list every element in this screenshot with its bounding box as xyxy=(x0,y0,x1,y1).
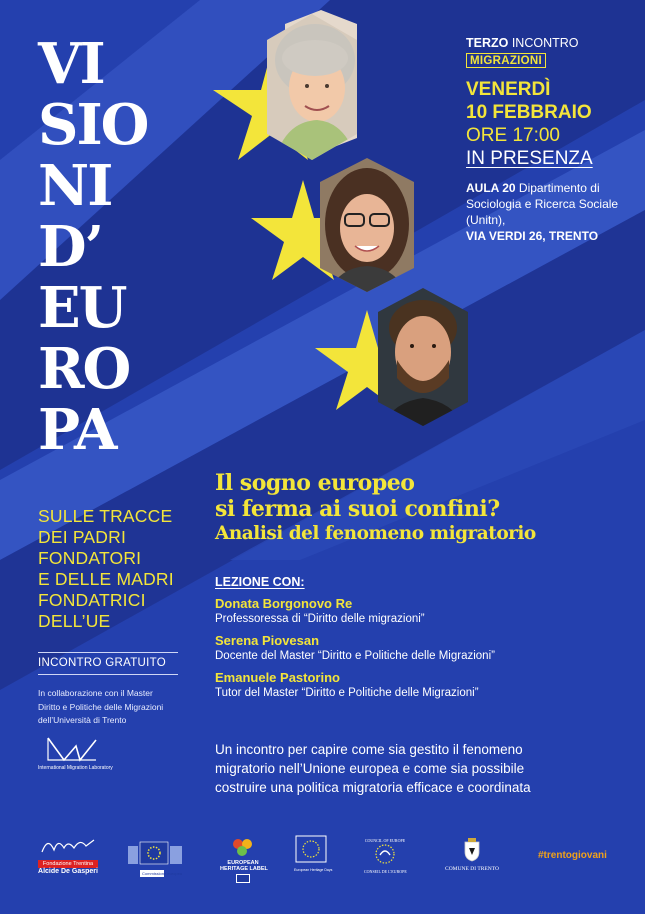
speaker xyxy=(215,595,495,626)
event-date: 10 FEBBRAIO xyxy=(466,102,592,123)
description xyxy=(215,740,531,797)
heritage-days-label: European Heritage Days xyxy=(294,868,333,872)
heritage-flower-icon xyxy=(220,836,266,856)
speaker-role: Tutor del Master “Diritto e Politiche delle Migrazioni” xyxy=(215,687,479,699)
event-info xyxy=(466,36,626,244)
speaker-role: Docente del Master “Diritto e Politiche delle Migrazioni” xyxy=(215,650,495,662)
degasperi-logo xyxy=(38,834,98,884)
headline xyxy=(215,470,536,546)
title-line: PA xyxy=(38,397,116,463)
topic-badge: MIGRAZIONI xyxy=(466,53,546,68)
council-of-europe-logo xyxy=(364,838,406,878)
degasperi-name: Alcide De Gasperi xyxy=(38,868,98,875)
comune-trento-logo xyxy=(440,838,504,878)
subtitle-line: FONDATRICI xyxy=(38,590,146,610)
headline-line: si ferma ai suoi confini? xyxy=(215,496,500,522)
portrait-emanuele xyxy=(370,280,480,430)
degasperi-top: Fondazione Trentina xyxy=(38,860,98,868)
coe-circle-icon xyxy=(372,843,398,865)
portraits-group xyxy=(195,10,465,440)
portrait-donata xyxy=(255,10,373,170)
coat-of-arms-icon xyxy=(462,838,482,862)
migration-lab-logo xyxy=(42,734,102,766)
collab-line: In collaborazione con il Master xyxy=(38,688,153,698)
main-title xyxy=(38,31,148,463)
coe-bottom: CONSEIL DE L'EUROPE xyxy=(364,869,407,874)
ordinal-bold: TERZO xyxy=(466,36,509,50)
speaker xyxy=(215,632,495,663)
headline-line: Il sogno europeo xyxy=(215,470,415,496)
event-day: VENERDÌ xyxy=(466,79,551,100)
event-time: ORE 17:00 xyxy=(466,125,560,146)
collab-line: Diritto e Politiche delle Migrazioni xyxy=(38,701,164,712)
speaker-name: Donata Borgonovo Re xyxy=(215,596,353,611)
lecture-heading: LEZIONE CON: xyxy=(215,575,305,589)
eu-flag-icon xyxy=(236,874,250,883)
speaker-name: Serena Piovesan xyxy=(215,633,320,648)
lecture-section xyxy=(215,575,495,700)
speaker xyxy=(215,669,495,700)
collab-line: dell’Università di Trento xyxy=(38,715,127,725)
meeting-ordinal xyxy=(466,36,626,50)
title-line: VI xyxy=(38,31,104,97)
description-line: costruire una politica migratoria efficace e coordinata xyxy=(215,780,531,795)
coe-top: COUNCIL OF EUROPE xyxy=(364,838,406,843)
eu-commission-logo xyxy=(128,842,184,876)
title-line: D’ xyxy=(38,214,103,280)
free-entry-label: INCONTRO GRATUITO xyxy=(38,652,178,675)
heritage-days-logo xyxy=(294,834,333,880)
eu-commission-label: Commissione europea xyxy=(142,871,183,876)
speaker-role: Professoressa di “Diritto delle migrazioni” xyxy=(215,613,425,625)
title-line: NI xyxy=(38,153,112,219)
trentogiovani-logo: #trentogiovani xyxy=(538,850,607,861)
speaker-name: Emanuele Pastorino xyxy=(215,670,340,685)
subtitle-line: E DELLE MADRI xyxy=(38,569,174,589)
migration-lab-label: International Migration Laboratory xyxy=(38,765,113,771)
event-mode: IN PRESENZA xyxy=(466,148,593,169)
subtitle-line: SULLE TRACCE xyxy=(38,506,173,526)
portrait-serena xyxy=(310,150,425,300)
subtitle-line: DELL’UE xyxy=(38,611,111,631)
description-line: Un incontro per capire come sia gestito il fenomeno xyxy=(215,742,523,757)
subtitle xyxy=(38,506,174,632)
subtitle-line: DEI PADRI xyxy=(38,527,127,547)
comune-label: COMUNE DI TRENTO xyxy=(445,866,499,872)
subtitle-line: FONDATORI xyxy=(38,548,142,568)
heritage-label-logo xyxy=(220,836,266,886)
room-bold: AULA 20 xyxy=(466,181,516,195)
collaboration-note xyxy=(38,687,188,728)
heritage-line2: HERITAGE LABEL xyxy=(220,866,268,872)
footer-logos xyxy=(0,822,645,914)
event-address: VIA VERDI 26, TRENTO xyxy=(466,229,599,243)
signature-icon xyxy=(38,834,98,856)
eu-building-icon xyxy=(128,842,184,866)
room-rest: Dipartimento di Sociologia e Ricerca Sociale (Unitn), xyxy=(466,181,619,227)
heritage-line1: EUROPEAN xyxy=(227,860,259,866)
title-line: EU xyxy=(38,275,126,341)
ordinal-rest: INCONTRO xyxy=(508,36,579,50)
event-room xyxy=(466,180,626,228)
heritage-days-icon xyxy=(294,834,328,864)
title-line: SIO xyxy=(38,92,148,158)
title-line: RO xyxy=(38,336,130,402)
headline-subtitle: Analisi del fenomeno migratorio xyxy=(215,523,536,544)
description-line: migratorio nell’Unione europea e come sia possibile xyxy=(215,761,525,776)
